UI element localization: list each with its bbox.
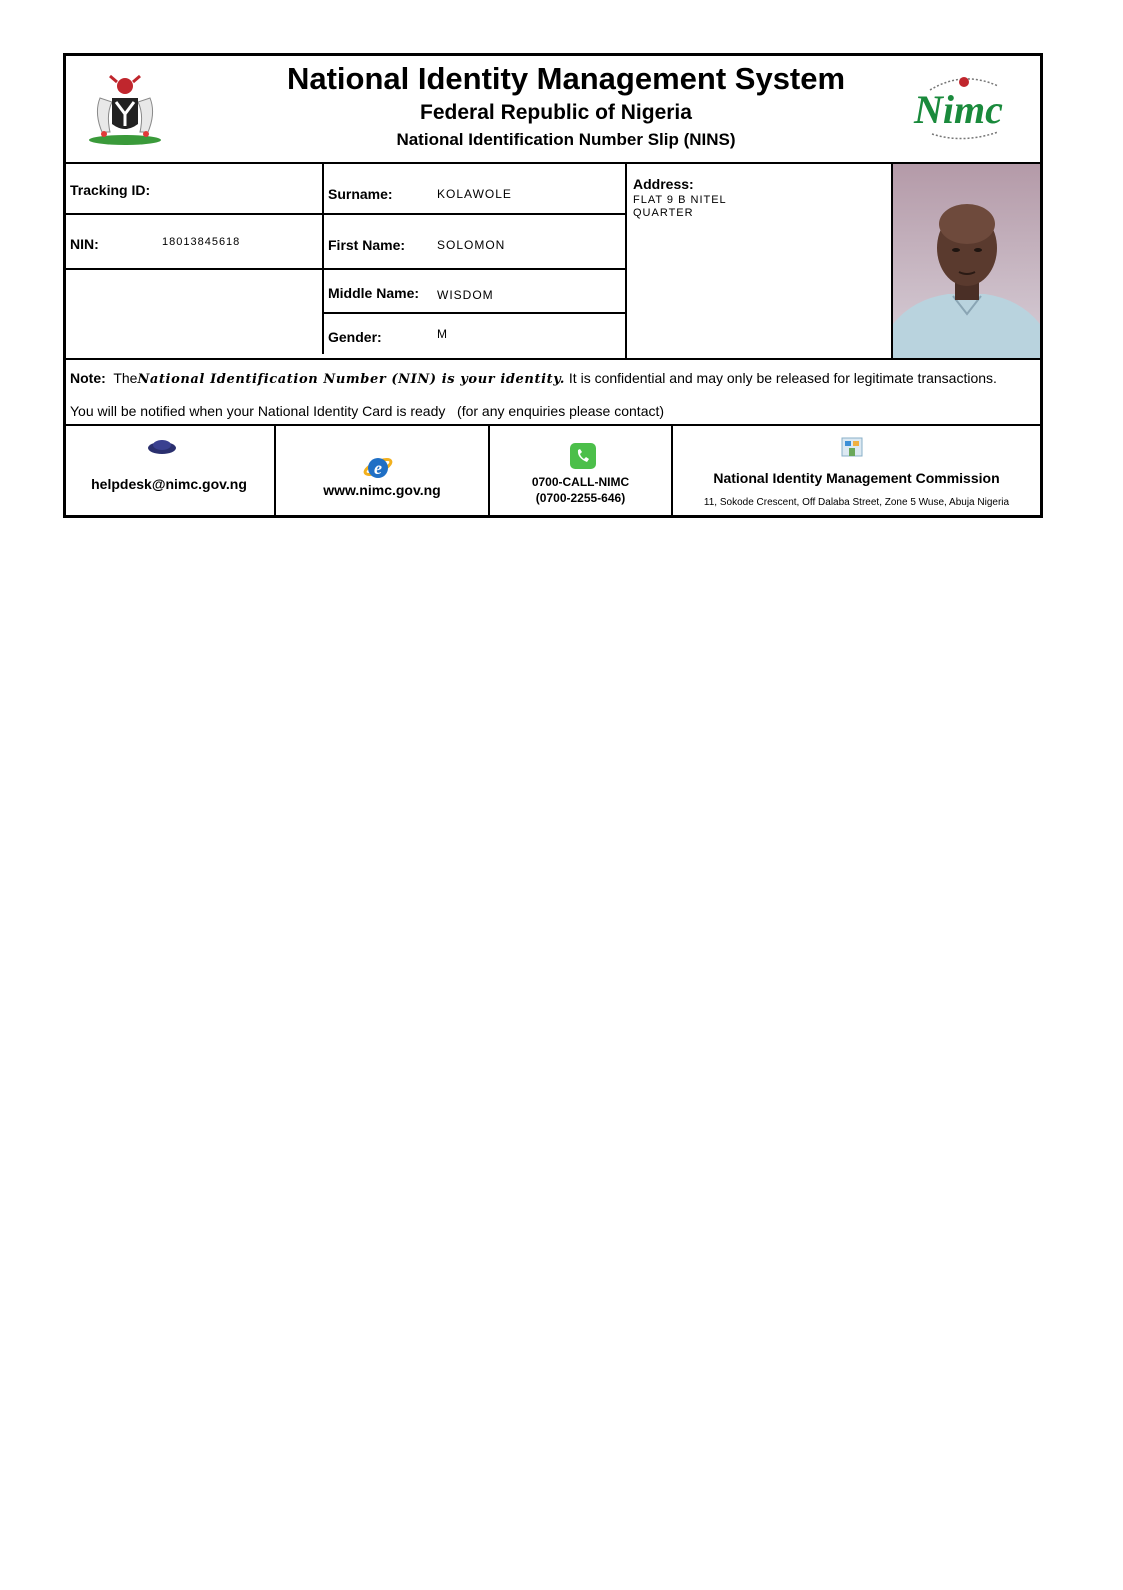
building-icon [840,436,864,458]
note-label: Note: [70,370,106,386]
nin-label: NIN: [70,236,99,252]
gender-value: M [437,327,448,341]
passport-photo [893,164,1040,358]
org-name: National Identity Management Commission [713,470,1000,486]
note-rest: It is confidential and may only be released for legitimate transactions. [565,370,997,386]
surname-value: KOLAWOLE [437,187,512,201]
page-title: National Identity Management System [286,61,846,96]
gender-label: Gender: [328,329,382,345]
nin-slip [63,53,1043,518]
surname-label: Surname: [328,186,393,202]
svg-text:e: e [374,458,382,478]
phone-number-1[interactable]: 0700-CALL-NIMC [531,475,630,489]
tracking-id-label: Tracking ID: [70,182,151,198]
note-prefix: The [113,370,138,386]
note-text [70,370,1035,387]
middle-name-label: Middle Name: [328,285,420,301]
note-emphasis: National Identification Number (NIN) is your identity. [137,372,566,387]
org-address: 11, Sokode Crescent, Off Dalaba Street, Zone 5 Wuse, Abuja Nigeria [703,497,1010,508]
slip-title: National Identification Number Slip (NINS) [396,130,736,149]
address-label: Address: [633,176,694,192]
address-line-1: FLAT 9 B NITEL [633,194,727,206]
first-name-value: SOLOMON [437,238,506,252]
phone-icon [569,442,597,470]
mail-icon [146,436,178,456]
page-subtitle: Federal Republic of Nigeria [420,101,692,124]
nimc-logo-text: Nimc [914,87,1003,132]
browser-e-icon [362,452,394,482]
phone-number-2[interactable]: (0700-2255-646) [535,491,626,505]
email-link[interactable]: helpdesk@nimc.gov.ng [91,476,247,492]
coat-of-arms-icon [80,68,170,148]
first-name-label: First Name: [328,237,406,253]
middle-name-value: WISDOM [437,288,494,302]
note-line-2: You will be notified when your National Identity Card is ready (for any enquiries please contact) [70,403,665,419]
nin-value: 18013845618 [162,236,241,248]
address-line-2: QUARTER [633,207,694,219]
website-link[interactable]: www.nimc.gov.ng [323,482,441,498]
nimc-logo [908,70,1018,142]
